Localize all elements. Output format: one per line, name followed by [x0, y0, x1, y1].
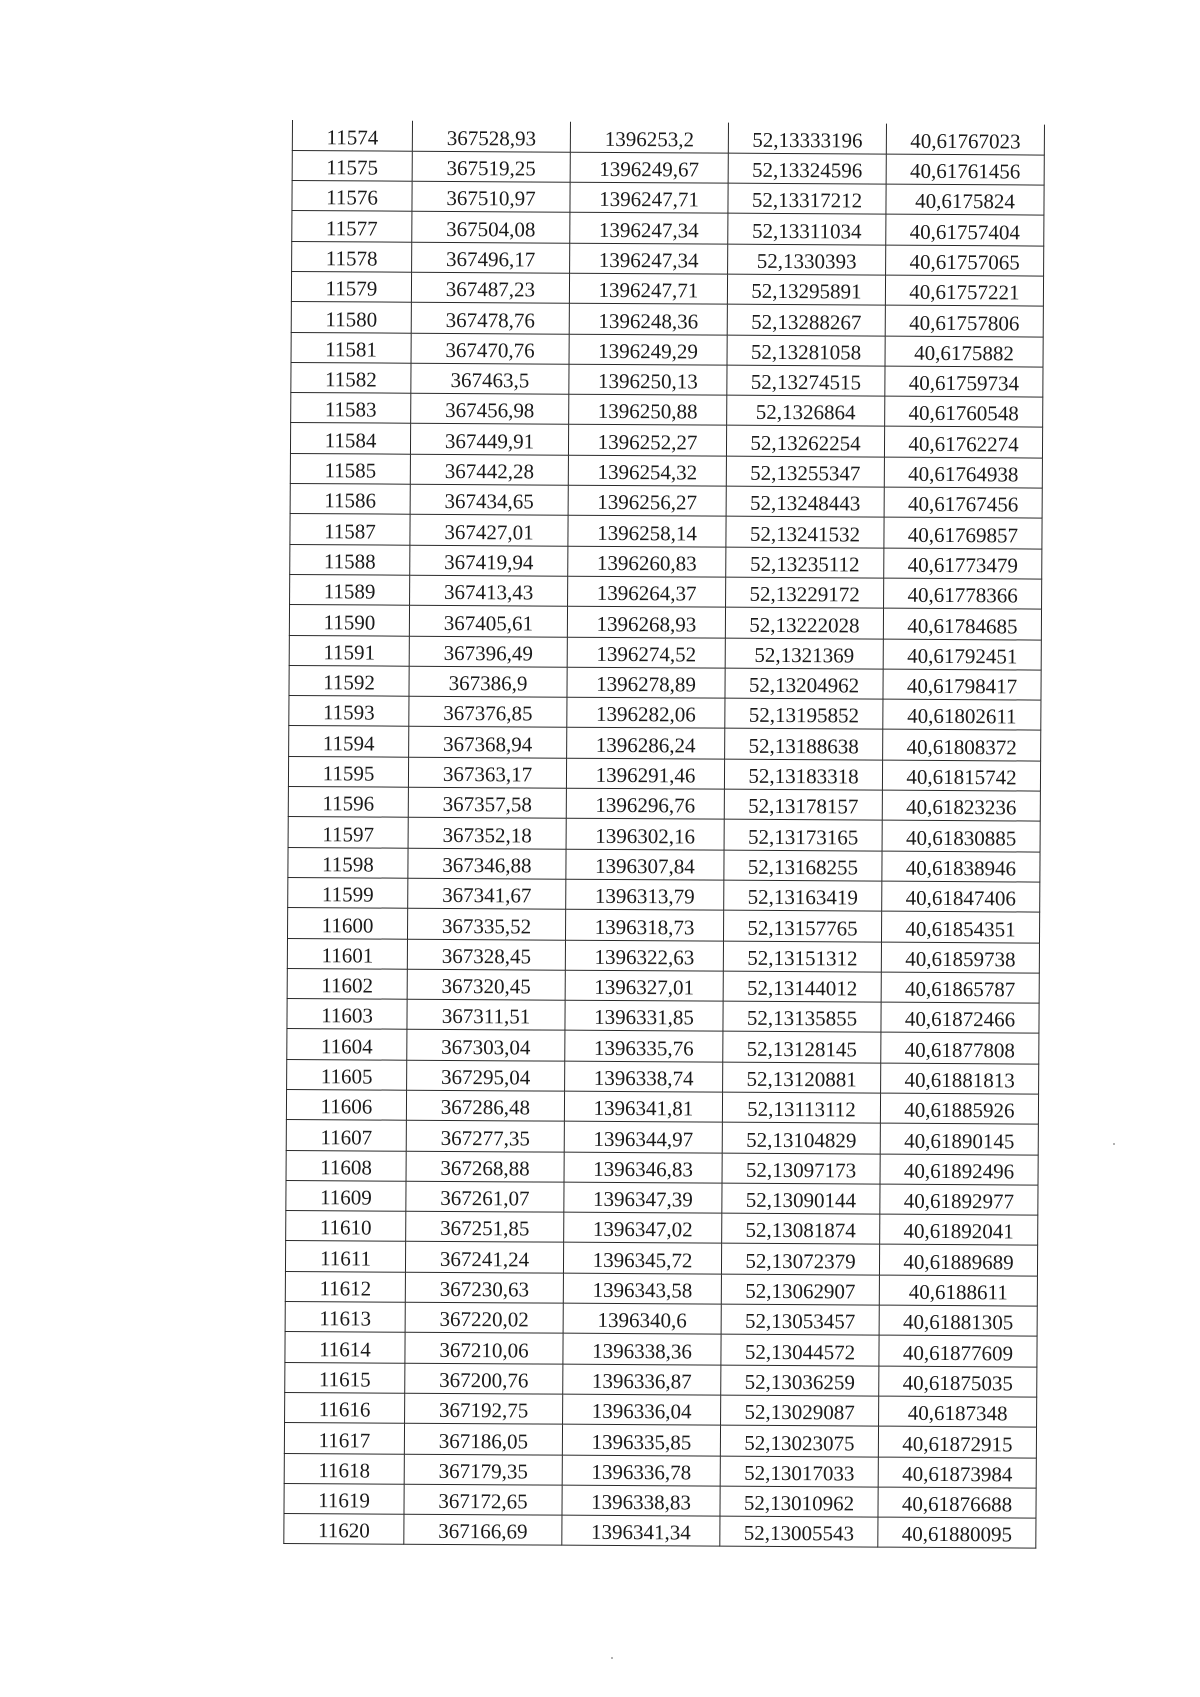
point-number-cell: 11602: [287, 968, 407, 999]
longitude-cell: 40,61757221: [885, 275, 1043, 306]
longitude-cell: 40,61890145: [880, 1123, 1038, 1154]
point-number-cell: 11600: [288, 908, 408, 939]
longitude-cell: 40,61830885: [882, 820, 1040, 851]
latitude-cell: 52,13204962: [725, 668, 883, 699]
longitude-cell: 40,61764938: [884, 457, 1042, 488]
x-coordinate-cell: 367230,63: [405, 1272, 563, 1303]
latitude-cell: 52,13053457: [721, 1304, 879, 1335]
table-row: [286, 1211, 1038, 1246]
longitude-cell: 40,61877808: [881, 1033, 1039, 1064]
latitude-cell: 52,13168255: [724, 850, 882, 881]
x-coordinate-cell: 367470,76: [411, 333, 569, 364]
x-coordinate-cell: 367295,04: [407, 1060, 565, 1091]
table-row: [291, 362, 1043, 397]
longitude-cell: 40,61757404: [886, 215, 1044, 246]
point-number-cell: 11592: [289, 665, 409, 696]
latitude-cell: 52,13195852: [725, 698, 883, 729]
y-coordinate-cell: 1396247,71: [570, 182, 728, 213]
x-coordinate-cell: 367186,05: [404, 1423, 562, 1454]
table-row: [290, 544, 1042, 579]
table-row: [287, 1029, 1039, 1064]
longitude-cell: 40,61872915: [878, 1426, 1036, 1457]
latitude-cell: 52,13144012: [723, 971, 881, 1002]
longitude-cell: 40,61757806: [885, 305, 1043, 336]
longitude-cell: 40,61798417: [883, 669, 1041, 700]
y-coordinate-cell: 1396250,13: [569, 364, 727, 395]
point-number-cell: 11594: [289, 726, 409, 757]
table-row: [285, 1332, 1037, 1367]
longitude-cell: 40,6187348: [879, 1396, 1037, 1427]
latitude-cell: 52,13157765: [723, 910, 881, 941]
point-number-cell: 11587: [290, 514, 410, 545]
y-coordinate-cell: 1396336,78: [562, 1455, 720, 1486]
x-coordinate-cell: 367335,52: [408, 908, 566, 939]
y-coordinate-cell: 1396268,93: [567, 606, 725, 637]
point-number-cell: 11601: [287, 938, 407, 969]
y-coordinate-cell: 1396335,76: [565, 1031, 723, 1062]
longitude-cell: 40,61892041: [880, 1214, 1038, 1245]
y-coordinate-cell: 1396274,52: [567, 637, 725, 668]
longitude-cell: 40,61889689: [879, 1245, 1037, 1276]
x-coordinate-cell: 367456,98: [411, 393, 569, 424]
y-coordinate-cell: 1396338,36: [563, 1334, 721, 1365]
latitude-cell: 52,13090144: [722, 1183, 880, 1214]
table-row: [290, 423, 1042, 458]
x-coordinate-cell: 367504,08: [412, 212, 570, 243]
x-coordinate-cell: 367487,23: [411, 272, 569, 303]
x-coordinate-cell: 367311,51: [407, 999, 565, 1030]
longitude-cell: 40,61784685: [883, 608, 1041, 639]
x-coordinate-cell: 367200,76: [405, 1363, 563, 1394]
x-coordinate-cell: 367166,69: [404, 1514, 562, 1545]
point-number-cell: 11588: [290, 544, 410, 575]
x-coordinate-cell: 367427,01: [410, 515, 568, 546]
longitude-cell: 40,61778366: [884, 578, 1042, 609]
longitude-cell: 40,61838946: [882, 851, 1040, 882]
latitude-cell: 52,13229172: [726, 577, 884, 608]
point-number-cell: 11590: [289, 605, 409, 636]
x-coordinate-cell: 367405,61: [409, 605, 567, 636]
table-row: [292, 120, 1044, 155]
point-number-cell: 11589: [290, 574, 410, 605]
longitude-cell: 40,61885926: [880, 1093, 1038, 1124]
point-number-cell: 11609: [286, 1180, 406, 1211]
x-coordinate-cell: 367261,07: [406, 1181, 564, 1212]
point-number-cell: 11591: [289, 635, 409, 666]
y-coordinate-cell: 1396282,06: [567, 697, 725, 728]
y-coordinate-cell: 1396331,85: [565, 1000, 723, 1031]
y-coordinate-cell: 1396247,71: [569, 273, 727, 304]
table-row: [287, 938, 1039, 973]
table-row: [288, 817, 1040, 852]
latitude-cell: 52,13010962: [720, 1486, 878, 1517]
coordinates-table-body: [284, 120, 1045, 1549]
latitude-cell: 52,13262254: [726, 426, 884, 457]
table-row: [290, 484, 1042, 519]
x-coordinate-cell: 367449,91: [410, 424, 568, 455]
longitude-cell: 40,61773479: [884, 548, 1042, 579]
table-row: [284, 1483, 1036, 1518]
table-row: [292, 211, 1044, 246]
longitude-cell: 40,61880095: [878, 1517, 1036, 1548]
y-coordinate-cell: 1396249,67: [570, 152, 728, 183]
point-number-cell: 11580: [291, 302, 411, 333]
coordinates-table: [283, 120, 1045, 1549]
y-coordinate-cell: 1396248,36: [569, 303, 727, 334]
latitude-cell: 52,13163419: [724, 880, 882, 911]
y-coordinate-cell: 1396347,39: [564, 1182, 722, 1213]
table-row: [285, 1271, 1037, 1306]
latitude-cell: 52,13288267: [727, 304, 885, 335]
longitude-cell: 40,61881305: [879, 1305, 1037, 1336]
y-coordinate-cell: 1396343,58: [563, 1273, 721, 1304]
point-number-cell: 11613: [285, 1302, 405, 1333]
longitude-cell: 40,61767023: [886, 124, 1044, 155]
latitude-cell: 52,13005543: [720, 1516, 878, 1547]
longitude-cell: 40,61872466: [881, 1002, 1039, 1033]
latitude-cell: 52,13317212: [728, 183, 886, 214]
x-coordinate-cell: 367386,9: [409, 666, 567, 697]
x-coordinate-cell: 367277,35: [406, 1121, 564, 1152]
x-coordinate-cell: 367363,17: [408, 757, 566, 788]
table-row: [286, 1120, 1038, 1155]
y-coordinate-cell: 1396258,14: [568, 516, 726, 547]
table-row: [285, 1362, 1037, 1397]
y-coordinate-cell: 1396296,76: [566, 788, 724, 819]
latitude-cell: 52,13081874: [722, 1213, 880, 1244]
x-coordinate-cell: 367368,94: [409, 727, 567, 758]
point-number-cell: 11581: [291, 332, 411, 363]
latitude-cell: 52,13311034: [728, 214, 886, 245]
x-coordinate-cell: 367268,88: [406, 1151, 564, 1182]
table-row: [290, 574, 1042, 609]
latitude-cell: 52,13072379: [721, 1244, 879, 1275]
point-number-cell: 11579: [291, 271, 411, 302]
x-coordinate-cell: 367376,85: [409, 696, 567, 727]
longitude-cell: 40,61875035: [879, 1366, 1037, 1397]
table-row: [289, 726, 1041, 761]
latitude-cell: 52,13188638: [725, 729, 883, 760]
longitude-cell: 40,61854351: [881, 911, 1039, 942]
latitude-cell: 52,13333196: [728, 123, 886, 154]
longitude-cell: 40,61769857: [884, 517, 1042, 548]
point-number-cell: 11583: [291, 393, 411, 424]
y-coordinate-cell: 1396336,87: [563, 1364, 721, 1395]
table-row: [288, 908, 1040, 943]
x-coordinate-cell: 367328,45: [407, 939, 565, 970]
latitude-cell: 52,13151312: [723, 941, 881, 972]
point-number-cell: 11616: [285, 1392, 405, 1423]
x-coordinate-cell: 367419,94: [410, 545, 568, 576]
point-number-cell: 11582: [291, 362, 411, 393]
longitude-cell: 40,61865787: [881, 972, 1039, 1003]
longitude-cell: 40,6175824: [886, 184, 1044, 215]
latitude-cell: 52,13029087: [721, 1395, 879, 1426]
point-number-cell: 11614: [285, 1332, 405, 1363]
table-row: [289, 696, 1041, 731]
longitude-cell: 40,61767456: [884, 487, 1042, 518]
latitude-cell: 52,13017033: [720, 1456, 878, 1487]
y-coordinate-cell: 1396346,83: [564, 1152, 722, 1183]
longitude-cell: 40,61877609: [879, 1335, 1037, 1366]
y-coordinate-cell: 1396302,16: [566, 819, 724, 850]
latitude-cell: 52,13120881: [723, 1062, 881, 1093]
y-coordinate-cell: 1396260,83: [568, 546, 726, 577]
latitude-cell: 52,1326864: [727, 395, 885, 426]
y-coordinate-cell: 1396252,27: [568, 425, 726, 456]
y-coordinate-cell: 1396322,63: [565, 940, 723, 971]
latitude-cell: 52,13281058: [727, 335, 885, 366]
latitude-cell: 52,13173165: [724, 819, 882, 850]
table-row: [290, 514, 1042, 549]
longitude-cell: 40,61792451: [883, 639, 1041, 670]
longitude-cell: 40,61759734: [885, 366, 1043, 397]
longitude-cell: 40,6188611: [879, 1275, 1037, 1306]
table-row: [288, 756, 1040, 791]
scan-speck: [611, 1657, 613, 1659]
point-number-cell: 11617: [284, 1423, 404, 1454]
y-coordinate-cell: 1396341,81: [564, 1091, 722, 1122]
table-row: [284, 1423, 1036, 1458]
latitude-cell: 52,13295891: [727, 274, 885, 305]
longitude-cell: 40,6175882: [885, 336, 1043, 367]
longitude-cell: 40,61892496: [880, 1154, 1038, 1185]
table-row: [292, 241, 1044, 276]
latitude-cell: 52,13274515: [727, 365, 885, 396]
x-coordinate-cell: 367251,85: [406, 1211, 564, 1242]
table-row: [284, 1514, 1036, 1549]
table-row: [292, 150, 1044, 185]
latitude-cell: 52,13255347: [726, 456, 884, 487]
longitude-cell: 40,61859738: [881, 942, 1039, 973]
y-coordinate-cell: 1396291,46: [566, 758, 724, 789]
point-number-cell: 11576: [292, 181, 412, 212]
point-number-cell: 11586: [290, 484, 410, 515]
longitude-cell: 40,61815742: [882, 760, 1040, 791]
x-coordinate-cell: 367510,97: [412, 181, 570, 212]
y-coordinate-cell: 1396313,79: [566, 879, 724, 910]
table-row: [291, 332, 1043, 367]
y-coordinate-cell: 1396253,2: [570, 122, 728, 153]
longitude-cell: 40,61873984: [878, 1457, 1036, 1488]
table-row: [289, 605, 1041, 640]
x-coordinate-cell: 367346,88: [408, 848, 566, 879]
y-coordinate-cell: 1396341,34: [562, 1515, 720, 1546]
y-coordinate-cell: 1396278,89: [567, 667, 725, 698]
y-coordinate-cell: 1396344,97: [564, 1121, 722, 1152]
x-coordinate-cell: 367396,49: [409, 636, 567, 667]
latitude-cell: 52,13044572: [721, 1335, 879, 1366]
x-coordinate-cell: 367442,28: [410, 454, 568, 485]
y-coordinate-cell: 1396335,85: [562, 1424, 720, 1455]
point-number-cell: 11599: [288, 877, 408, 908]
longitude-cell: 40,61847406: [882, 881, 1040, 912]
point-number-cell: 11584: [290, 423, 410, 454]
point-number-cell: 11608: [286, 1150, 406, 1181]
point-number-cell: 11604: [287, 1029, 407, 1060]
point-number-cell: 11605: [287, 1059, 407, 1090]
y-coordinate-cell: 1396264,37: [568, 576, 726, 607]
point-number-cell: 11607: [286, 1120, 406, 1151]
longitude-cell: 40,61757065: [886, 245, 1044, 276]
y-coordinate-cell: 1396307,84: [566, 849, 724, 880]
table-row: [287, 968, 1039, 1003]
x-coordinate-cell: 367172,65: [404, 1484, 562, 1515]
y-coordinate-cell: 1396338,83: [562, 1485, 720, 1516]
x-coordinate-cell: 367519,25: [412, 151, 570, 182]
x-coordinate-cell: 367192,75: [405, 1393, 563, 1424]
table-row: [285, 1241, 1037, 1276]
point-number-cell: 11595: [288, 756, 408, 787]
y-coordinate-cell: 1396327,01: [565, 970, 723, 1001]
x-coordinate-cell: 367341,67: [408, 878, 566, 909]
point-number-cell: 11596: [288, 787, 408, 818]
latitude-cell: 52,13324596: [728, 153, 886, 184]
longitude-cell: 40,61892977: [880, 1184, 1038, 1215]
point-number-cell: 11593: [289, 696, 409, 727]
table-row: [286, 1150, 1038, 1185]
table-row: [288, 787, 1040, 822]
y-coordinate-cell: 1396318,73: [565, 909, 723, 940]
table-row: [285, 1302, 1037, 1337]
longitude-cell: 40,61808372: [883, 730, 1041, 761]
point-number-cell: 11615: [285, 1362, 405, 1393]
latitude-cell: 52,13113112: [722, 1092, 880, 1123]
x-coordinate-cell: 367179,35: [404, 1454, 562, 1485]
y-coordinate-cell: 1396336,04: [563, 1394, 721, 1425]
y-coordinate-cell: 1396347,02: [564, 1212, 722, 1243]
table-row: [288, 877, 1040, 912]
table-row: [291, 271, 1043, 306]
latitude-cell: 52,13036259: [721, 1365, 879, 1396]
table-row: [291, 302, 1043, 337]
table-row: [288, 847, 1040, 882]
point-number-cell: 11612: [285, 1271, 405, 1302]
longitude-cell: 40,61762274: [884, 427, 1042, 458]
table-row: [292, 181, 1044, 216]
latitude-cell: 52,13128145: [723, 1032, 881, 1063]
point-number-cell: 11585: [290, 453, 410, 484]
point-number-cell: 11606: [286, 1089, 406, 1120]
longitude-cell: 40,61802611: [883, 699, 1041, 730]
table-row: [286, 1089, 1038, 1124]
point-number-cell: 11597: [288, 817, 408, 848]
point-number-cell: 11603: [287, 999, 407, 1030]
table-row: [291, 393, 1043, 428]
latitude-cell: 52,13104829: [722, 1122, 880, 1153]
latitude-cell: 52,1321369: [725, 638, 883, 669]
latitude-cell: 52,13023075: [720, 1425, 878, 1456]
latitude-cell: 52,13062907: [721, 1274, 879, 1305]
latitude-cell: 52,13235112: [726, 547, 884, 578]
x-coordinate-cell: 367220,02: [405, 1302, 563, 1333]
table-row: [284, 1453, 1036, 1488]
x-coordinate-cell: 367352,18: [408, 818, 566, 849]
scan-speck: [1113, 1143, 1115, 1145]
x-coordinate-cell: 367320,45: [407, 969, 565, 1000]
point-number-cell: 11577: [292, 211, 412, 242]
latitude-cell: 52,13183318: [724, 759, 882, 790]
point-number-cell: 11619: [284, 1483, 404, 1514]
x-coordinate-cell: 367413,43: [410, 575, 568, 606]
point-number-cell: 11598: [288, 847, 408, 878]
latitude-cell: 52,13178157: [724, 789, 882, 820]
x-coordinate-cell: 367210,06: [405, 1333, 563, 1364]
point-number-cell: 11578: [292, 241, 412, 272]
longitude-cell: 40,61761456: [886, 154, 1044, 185]
x-coordinate-cell: 367478,76: [411, 303, 569, 334]
point-number-cell: 11574: [292, 120, 412, 151]
table-row: [287, 999, 1039, 1034]
latitude-cell: 52,13241532: [726, 517, 884, 548]
latitude-cell: 52,13097173: [722, 1153, 880, 1184]
y-coordinate-cell: 1396345,72: [563, 1243, 721, 1274]
table-row: [285, 1392, 1037, 1427]
longitude-cell: 40,61823236: [882, 790, 1040, 821]
x-coordinate-cell: 367434,65: [410, 484, 568, 515]
table-row: [286, 1180, 1038, 1215]
latitude-cell: 52,1330393: [728, 244, 886, 275]
y-coordinate-cell: 1396254,32: [568, 455, 726, 486]
longitude-cell: 40,61760548: [885, 396, 1043, 427]
latitude-cell: 52,13135855: [723, 1001, 881, 1032]
y-coordinate-cell: 1396286,24: [567, 728, 725, 759]
y-coordinate-cell: 1396247,34: [570, 213, 728, 244]
longitude-cell: 40,61876688: [878, 1487, 1036, 1518]
y-coordinate-cell: 1396338,74: [565, 1061, 723, 1092]
point-number-cell: 11620: [284, 1514, 404, 1545]
x-coordinate-cell: 367496,17: [412, 242, 570, 273]
table-row: [289, 635, 1041, 670]
point-number-cell: 11610: [286, 1211, 406, 1242]
x-coordinate-cell: 367357,58: [408, 787, 566, 818]
point-number-cell: 11575: [292, 150, 412, 181]
longitude-cell: 40,61881813: [881, 1063, 1039, 1094]
x-coordinate-cell: 367241,24: [405, 1242, 563, 1273]
table-row: [287, 1059, 1039, 1094]
table-row: [290, 453, 1042, 488]
x-coordinate-cell: 367303,04: [407, 1030, 565, 1061]
latitude-cell: 52,13248443: [726, 486, 884, 517]
point-number-cell: 11618: [284, 1453, 404, 1484]
table-row: [289, 665, 1041, 700]
y-coordinate-cell: 1396340,6: [563, 1303, 721, 1334]
latitude-cell: 52,13222028: [725, 607, 883, 638]
y-coordinate-cell: 1396247,34: [570, 243, 728, 274]
y-coordinate-cell: 1396249,29: [569, 334, 727, 365]
x-coordinate-cell: 367463,5: [411, 363, 569, 394]
x-coordinate-cell: 367528,93: [412, 121, 570, 152]
y-coordinate-cell: 1396256,27: [568, 485, 726, 516]
x-coordinate-cell: 367286,48: [406, 1090, 564, 1121]
y-coordinate-cell: 1396250,88: [569, 394, 727, 425]
point-number-cell: 11611: [285, 1241, 405, 1272]
